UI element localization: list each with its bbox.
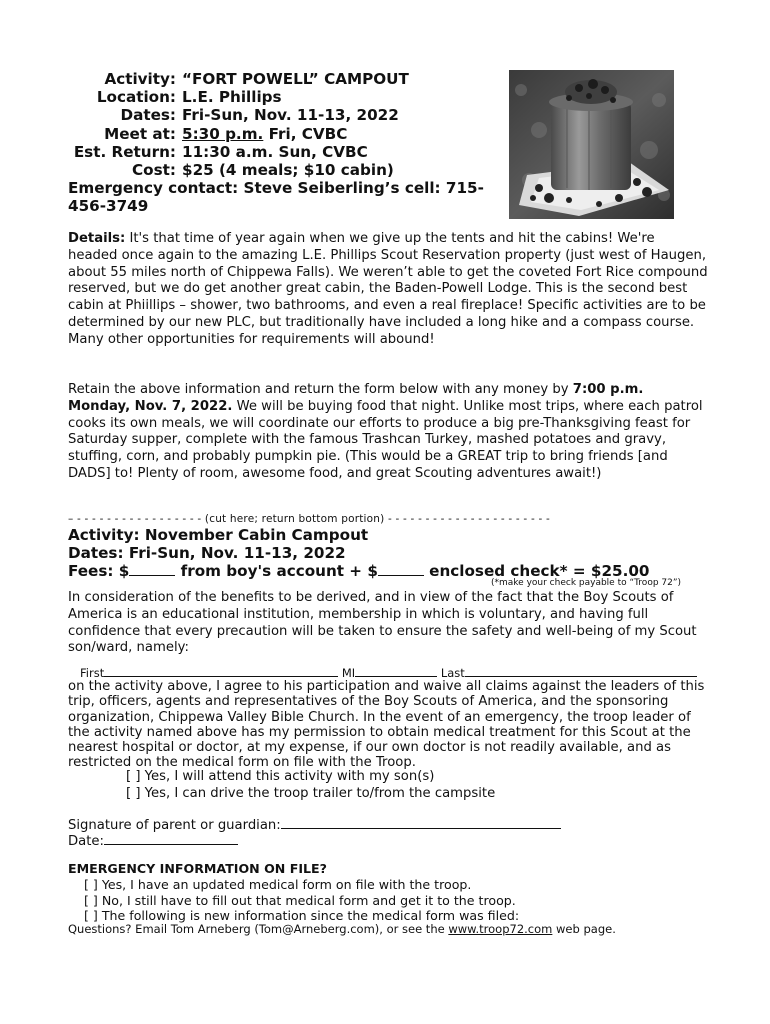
check-payable-note: (*make your check payable to “Troop 72”) <box>491 578 682 588</box>
fees-end: enclosed check* = $25.00 <box>423 562 650 580</box>
header-label: Dates: <box>120 106 176 125</box>
first-name-field[interactable] <box>104 665 338 677</box>
cut-line: – - - - - - - - - - - - - - - - - - (cut here; return bottom portion) - - - - - - - - - - - - - - - - - - - - - - <box>68 513 551 525</box>
header-row-location <box>68 88 498 106</box>
fees-label: Fees: $ <box>68 562 130 580</box>
header-value: $25 (4 meals; $10 cabin) <box>182 161 394 180</box>
retain-paragraph <box>68 382 708 483</box>
activity-header <box>68 70 498 216</box>
retain-post: We will be buying food that night. Unlike most trips, where each patrol cooks its own meals, we will coordinate our efforts to produce a big pre-Thanksgiving feast for Saturday supper, complete with the famous Trashcan Turkey, mashed potatoes and gravy, stuffing, corn, and probably pumpkin pie. (This would be a GREAT trip to bring friends [and DADS] to! Plenty of room, awesome food, and great Scouting adventures await!) <box>68 398 703 481</box>
date-line <box>68 831 238 849</box>
header-value: 11:30 a.m. Sun, CVBC <box>182 142 368 161</box>
questions-line <box>68 922 616 936</box>
header-label: Cost: <box>132 161 176 180</box>
retain-pre: Retain the above information and return the form below with any money by <box>68 382 573 397</box>
drive-trailer-checkbox[interactable]: [ ] Yes, I can drive the troop trailer to/from the campsite <box>126 786 496 801</box>
header-row-meet <box>68 125 498 143</box>
header-row-cost <box>68 161 498 179</box>
header-row-activity <box>68 70 498 88</box>
last-label: Last <box>440 666 465 680</box>
form-activity: Activity: November Cabin Campout <box>68 526 369 544</box>
consent-paragraph: In consideration of the benefits to be derived, and in view of the fact that the Boy Scouts of America is an educational institution, membership in which is voluntary, and having full confidence that every precaution will be taken to ensure the safety and well-being of my Scout son/ward, namely: <box>68 590 697 656</box>
header-label: Meet at: <box>104 124 176 143</box>
last-name-field[interactable] <box>465 665 697 677</box>
header-value <box>182 125 347 143</box>
first-label: First <box>80 666 105 680</box>
fees-mid: from boy's account + $ <box>175 562 378 580</box>
questions-pre: Questions? Email Tom Arneberg (Tom@Arneberg.com), or see the <box>68 922 449 936</box>
details-label: Details: <box>68 231 126 246</box>
header-value: L.E. Phillips <box>182 88 282 107</box>
waiver-paragraph: on the activity above, I agree to his participation and waive all claims against the leaders of this trip, officers, agents and representatives of the Boy Scouts of America, and the sponsoring organization, Chippewa Valley Bible Church. In the event of an emergency, the troop leader of the activity named above has my permission to obtain medical treatment for this Scout at the nearest hospital or doctor, at my expense, if our own doctor is not readily available, and as restricted on the medical form on file with the Troop. <box>68 679 705 771</box>
attend-checkbox[interactable]: [ ] Yes, I will attend this activity with my son(s) <box>126 769 435 784</box>
details-paragraph <box>68 231 708 349</box>
deadline: 7:00 p.m. Monday, Nov. 7, 2022. <box>68 382 644 414</box>
mi-label: MI <box>341 666 356 680</box>
header-label: Activity: <box>104 70 176 88</box>
mi-field[interactable] <box>355 665 437 677</box>
scout-name-line <box>80 665 697 680</box>
header-row-dates <box>68 106 498 124</box>
header-row-return <box>68 143 498 161</box>
signature-label: Signature of parent or guardian: <box>68 818 281 833</box>
header-label: Est. Return: <box>73 142 176 161</box>
form-dates: Dates: Fri-Sun, Nov. 11-13, 2022 <box>68 544 346 562</box>
signature-field[interactable] <box>281 815 561 829</box>
trashcan-turkey-photo <box>509 70 674 219</box>
header-label: Location: <box>96 88 176 107</box>
header-value: “FORT POWELL” CAMPOUT <box>182 70 409 88</box>
medical-form-pending-checkbox[interactable]: [ ] No, I still have to fill out that medical form and get it to the troop. <box>84 893 516 908</box>
medical-form-on-file-checkbox[interactable]: [ ] Yes, I have an updated medical form on file with the troop. <box>84 877 472 892</box>
new-info-checkbox[interactable]: [ ] The following is new information since the medical form was filed: <box>84 908 520 923</box>
details-text: It's that time of year again when we give up the tents and hit the cabins! We're headed once again to the amazing L.E. Phillips Scout Reservation property (just west of Haugen, about 55 miles north of Chippewa Falls). We weren’t able to get the coveted Fort Rice compound reserved, but we do get another great cabin, the Baden-Powell Lodge. This is the second best cabin at Phiillips – shower, two bathrooms, and even a real fireplace! Specific activities are to be determined by our new PLC, but traditionally have included a long hike and a compass course. Many other opportunities for requirements will abound! <box>68 231 708 347</box>
account-amount-field[interactable] <box>129 562 175 576</box>
check-amount-field[interactable] <box>378 562 424 576</box>
emergency-info-heading: EMERGENCY INFORMATION ON FILE? <box>68 861 327 876</box>
troop-website-link[interactable]: www.troop72.com <box>448 922 553 936</box>
questions-post: web page. <box>552 922 616 936</box>
meet-place: Fri, CVBC <box>263 124 348 143</box>
meet-time: 5:30 p.m. <box>182 124 264 143</box>
emergency-contact: Emergency contact: Steve Seiberling’s cell: 715-456-3749 <box>68 179 484 216</box>
date-field[interactable] <box>104 831 238 845</box>
header-value: Fri-Sun, Nov. 11-13, 2022 <box>182 106 399 125</box>
date-label: Date: <box>68 834 104 849</box>
